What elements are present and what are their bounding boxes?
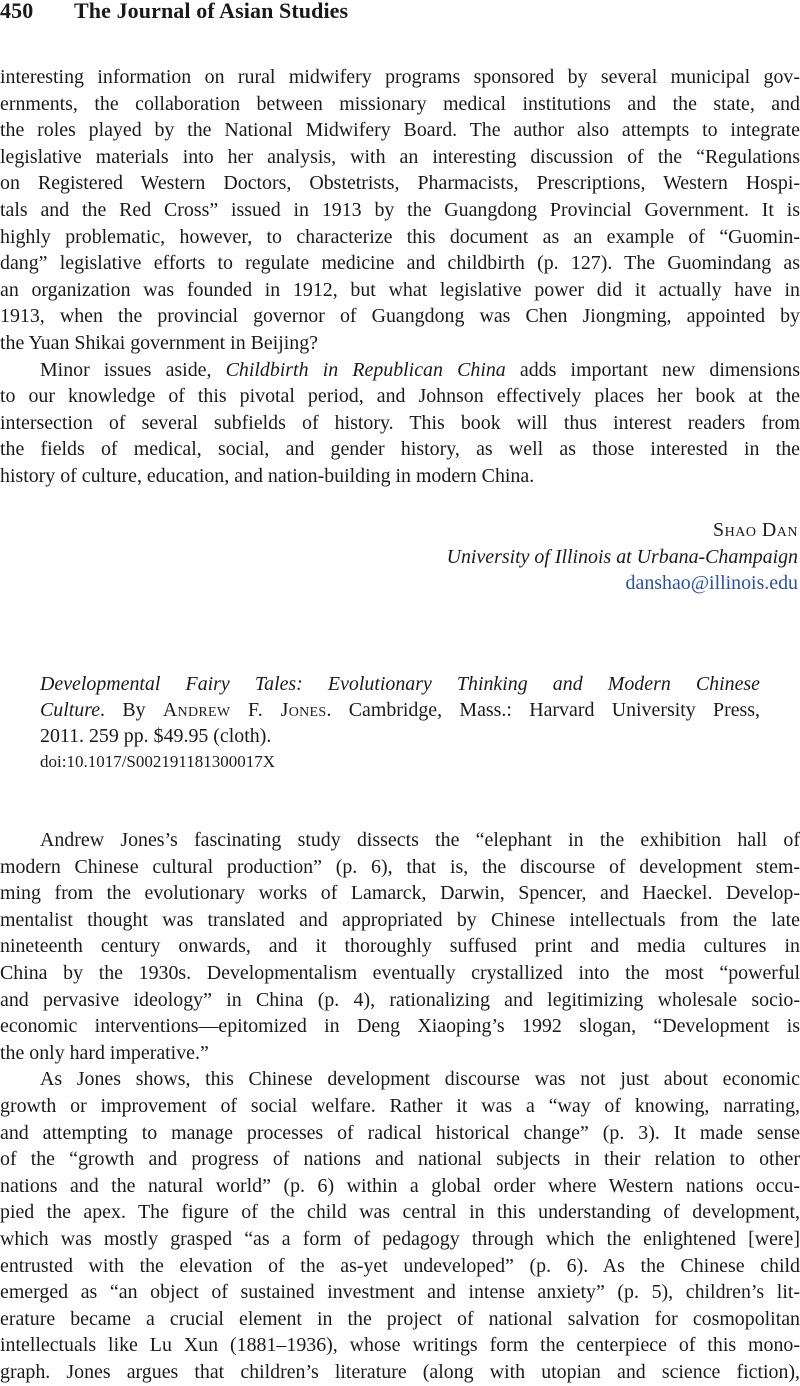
text-line: intersection of several subfields of history. This book will thus interest readers from bbox=[0, 411, 800, 434]
book-author: Andrew F. Jones bbox=[162, 699, 327, 721]
text-line: history of culture, education, and nation-building in modern China. bbox=[0, 464, 535, 487]
reviewer-email-link[interactable]: danshao@illinois.edu bbox=[625, 572, 798, 595]
reviewer-name: Shao Dan bbox=[713, 519, 798, 541]
citation-line bbox=[40, 671, 760, 697]
text-line: intellectuals like Lu Xun (1881–1936), whose writings form the centerpiece of this mono- bbox=[0, 1334, 800, 1357]
reviewer-signature bbox=[278, 517, 798, 597]
text-line: Andrew Jones’s fascinating study dissects the “elephant in the exhibition hall of bbox=[40, 829, 800, 851]
text-line: interesting information on rural midwifery programs sponsored by several municipal gov- bbox=[0, 66, 800, 88]
text-line: and pervasive ideology” in China (p. 4), rationalizing and legitimizing wholesale socio- bbox=[0, 988, 800, 1011]
text-line: Minor issues aside, Childbirth in Republican China adds important new dimensions bbox=[40, 358, 800, 381]
text-line: ernments, the collaboration between missionary medical institutions and the state, and bbox=[0, 92, 800, 115]
text-line: tals and the Red Cross” issued in 1913 by the Guangdong Provincial Government. It is bbox=[0, 198, 800, 221]
text-line: to our knowledge of this pivotal period, and Johnson effectively places her book at the bbox=[0, 385, 800, 408]
text-line: economic interventions—epitomized in Deng Xiaoping’s 1992 slogan, “Development is bbox=[0, 1015, 800, 1038]
text-line: nineteenth century onwards, and it thoroughly suffused print and media cultures in bbox=[0, 935, 800, 958]
citation-line: 2011. 259 pp. $49.95 (cloth). bbox=[40, 725, 272, 747]
text-line: the Yuan Shikai government in Beijing? bbox=[0, 331, 319, 354]
text-line: of the “growth and progress of nations and national subjects in their relation to other bbox=[0, 1148, 800, 1171]
text-line: and attempting to manage processes of radical historical change” (p. 3). It made sense bbox=[0, 1121, 800, 1144]
reviewer-affiliation: University of Illinois at Urbana-Champaign bbox=[446, 545, 798, 568]
text-line: China by the 1930s. Developmentalism eventually crystallized into the most “powerful bbox=[0, 961, 800, 984]
book-citation bbox=[40, 671, 760, 774]
book-title: Developmental Fairy Tales: Evolutionary Thinking and Modern Chinese bbox=[40, 673, 760, 695]
doi-link[interactable]: doi:10.1017/S002191181300017X bbox=[40, 752, 276, 771]
text-line: As Jones shows, this Chinese development discourse was not just about economic bbox=[40, 1068, 800, 1091]
text-line: the roles played by the National Midwifery Board. The author also attempts to integrate bbox=[0, 119, 800, 142]
review1-paragraph-2 bbox=[0, 357, 800, 490]
text-line: modern Chinese cultural production” (p. 6), that is, the discourse of development stem- bbox=[0, 855, 800, 878]
review1-body bbox=[0, 64, 800, 490]
text-line: on Registered Western Doctors, Obstetrists, Pharmacists, Prescriptions, Western Hospi- bbox=[0, 172, 800, 195]
page-number: 450 bbox=[0, 0, 34, 23]
text-line: pied the apex. The figure of the child was central in this understanding of development, bbox=[0, 1201, 800, 1224]
text-line: graph. Jones argues that children’s literature (along with utopian and science fiction), bbox=[0, 1360, 800, 1383]
review2-body bbox=[0, 827, 800, 1385]
text-line: nations and the natural world” (p. 6) within a global order where Western nations occu- bbox=[0, 1174, 800, 1197]
text-line: legislative materials into her analysis, with an interesting discussion of the “Regulations bbox=[0, 145, 800, 168]
running-head bbox=[0, 0, 348, 28]
text-line: emerged as “an object of sustained investment and intense anxiety” (p. 5), children’s lit- bbox=[0, 1281, 800, 1304]
journal-title: The Journal of Asian Studies bbox=[74, 0, 349, 23]
text-line: 1913, when the provincial governor of Guangdong was Chen Jiongming, appointed by bbox=[0, 305, 800, 328]
review2-paragraph-2 bbox=[0, 1066, 800, 1385]
text-line: which was mostly grasped “as a form of pedagogy through which the enlightened [were] bbox=[0, 1227, 800, 1250]
review1-paragraph-1 bbox=[0, 64, 800, 357]
text-line: the fields of medical, social, and gender history, as well as those interested in the bbox=[0, 438, 800, 461]
review2-paragraph-1 bbox=[0, 827, 800, 1066]
text-line: growth or improvement of social welfare. Rather it was a “way of knowing, narrating, bbox=[0, 1094, 800, 1117]
text-line: mentalist thought was translated and appropriated by Chinese intellectuals from the late bbox=[0, 908, 800, 931]
text-line: dang” legislative efforts to regulate medicine and childbirth (p. 127). The Guomindang as bbox=[0, 252, 800, 275]
text-line: highly problematic, however, to characterize this document as an example of “Guomin- bbox=[0, 225, 800, 248]
citation-line: Culture. By Andrew F. Jones. Cambridge, Mass.: Harvard University Press, bbox=[40, 699, 760, 721]
text-line: the only hard imperative.” bbox=[0, 1041, 209, 1064]
text-line: ming from the evolutionary works of Lamarck, Darwin, Spencer, and Haeckel. Develop- bbox=[0, 882, 800, 905]
text-line: entrusted with the elevation of the as-yet undeveloped” (p. 6). As the Chinese child bbox=[0, 1254, 800, 1277]
book-title-reference: Childbirth in Republican China bbox=[225, 358, 506, 381]
text-line: an organization was founded in 1912, but what legislative power did it actually have in bbox=[0, 278, 800, 301]
text-line: erature became a crucial element in the project of national salvation for cosmopolitan bbox=[0, 1307, 800, 1330]
